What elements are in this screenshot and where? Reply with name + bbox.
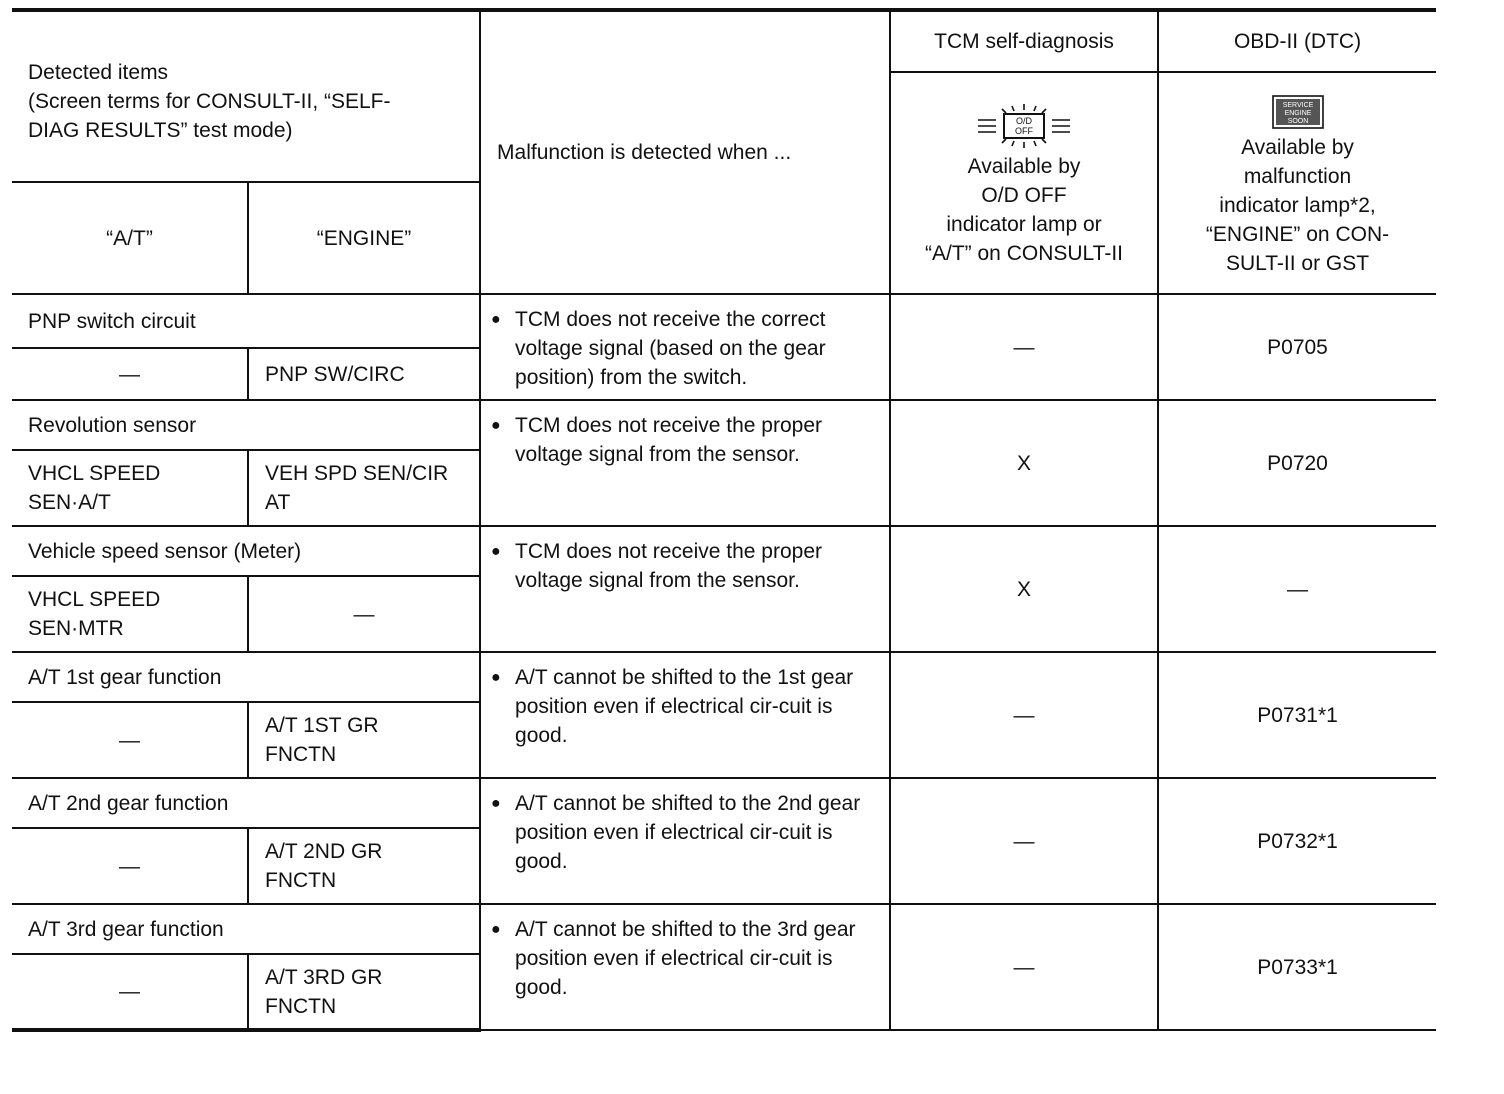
malfunction-text: A/T cannot be shifted to the 2nd gear position even if electrical cir-cuit is good. [515,792,861,873]
tcm-value: — [890,904,1158,1030]
malfunction-cell [480,778,890,904]
tcm-availability-text: Available by O/D OFF indicator lamp or “A/T” on CONSULT-II [925,155,1123,265]
malfunction-cell [480,526,890,652]
bullet-icon: ● [491,795,501,812]
tcm-value: X [890,400,1158,526]
bullet-icon: ● [491,417,501,434]
engine-term: — [248,576,480,652]
bullet-icon: ● [491,543,501,560]
malfunction-header-label: Malfunction is detected when ... [497,141,792,164]
malfunction-text: A/T cannot be shifted to the 3rd gear position even if electrical cir-cuit is good. [515,918,856,999]
item-name: Revolution sensor [12,400,480,450]
od-lamp-line1: O/D [1016,116,1033,126]
malfunction-cell [480,904,890,1030]
malfunction-text: TCM does not receive the correct voltage signal (based on the gear position) from the switch. [515,308,826,389]
od-lamp-line2: OFF [1015,126,1034,136]
at-term: — [12,702,248,778]
malfunction-cell [480,400,890,526]
malfunction-text: TCM does not receive the proper voltage signal from the sensor. [515,414,822,466]
item-name: Vehicle speed sensor (Meter) [12,526,480,576]
header-row-top [12,10,1436,72]
obd-code: P0733*1 [1158,904,1436,1030]
service-lamp-line1: SERVICE [1282,101,1313,109]
item-name: A/T 3rd gear function [12,904,480,954]
obd-code: P0731*1 [1158,652,1436,778]
malfunction-text: A/T cannot be shifted to the 1st gear position even if electrical cir-cuit is good. [515,666,854,747]
item-name: PNP switch circuit [12,294,480,348]
service-lamp-line2: ENGINE [1284,109,1311,117]
obd-header: OBD-II (DTC) [1158,10,1436,72]
diagnosis-table [12,8,1436,1032]
service-lamp-line3: SOON [1287,117,1308,125]
item-name: A/T 2nd gear function [12,778,480,828]
obd-availability-text: Available by malfunction indicator lamp*2, “ENGINE” on CON- SULT-II or GST [1205,135,1390,275]
engine-term: VEH SPD SEN/CIR AT [248,450,480,526]
malfunction-header [480,10,890,294]
table-row [12,652,1436,702]
engine-column-header: “ENGINE” [248,182,480,294]
engine-term: A/T 1ST GR FNCTN [248,702,480,778]
tcm-value: — [890,294,1158,400]
tcm-value: — [890,778,1158,904]
at-column-header: “A/T” [12,182,248,294]
item-name: A/T 1st gear function [12,652,480,702]
service-engine-soon-lamp-icon [1272,95,1324,129]
detected-items-header: Detected items (Screen terms for CONSULT-II, “SELF- DIAG RESULTS” test mode) [12,10,480,182]
tcm-header: TCM self-diagnosis [890,10,1158,72]
engine-term: PNP SW/CIRC [248,348,480,400]
at-term: — [12,954,248,1030]
table-row [12,294,1436,348]
bullet-icon: ● [491,921,501,938]
table-row [12,904,1436,954]
malfunction-cell [480,652,890,778]
tcm-value: — [890,652,1158,778]
at-term: — [12,348,248,400]
at-term: VHCL SPEED SEN·MTR [12,576,248,652]
tcm-availability-cell [890,72,1158,294]
at-term: VHCL SPEED SEN·A/T [12,450,248,526]
table-row [12,526,1436,576]
engine-term: A/T 2ND GR FNCTN [248,828,480,904]
obd-code: P0720 [1158,400,1436,526]
obd-availability-cell [1158,72,1436,294]
obd-code: P0732*1 [1158,778,1436,904]
bullet-icon: ● [491,669,501,686]
bullet-icon: ● [491,311,501,328]
od-off-lamp-icon [974,104,1074,148]
malfunction-text: TCM does not receive the proper voltage signal from the sensor. [515,540,822,592]
at-term: — [12,828,248,904]
table-row [12,400,1436,450]
obd-code: — [1158,526,1436,652]
table-row [12,778,1436,828]
tcm-value: X [890,526,1158,652]
engine-term: A/T 3RD GR FNCTN [248,954,480,1030]
obd-code: P0705 [1158,294,1436,400]
malfunction-cell [480,294,890,400]
